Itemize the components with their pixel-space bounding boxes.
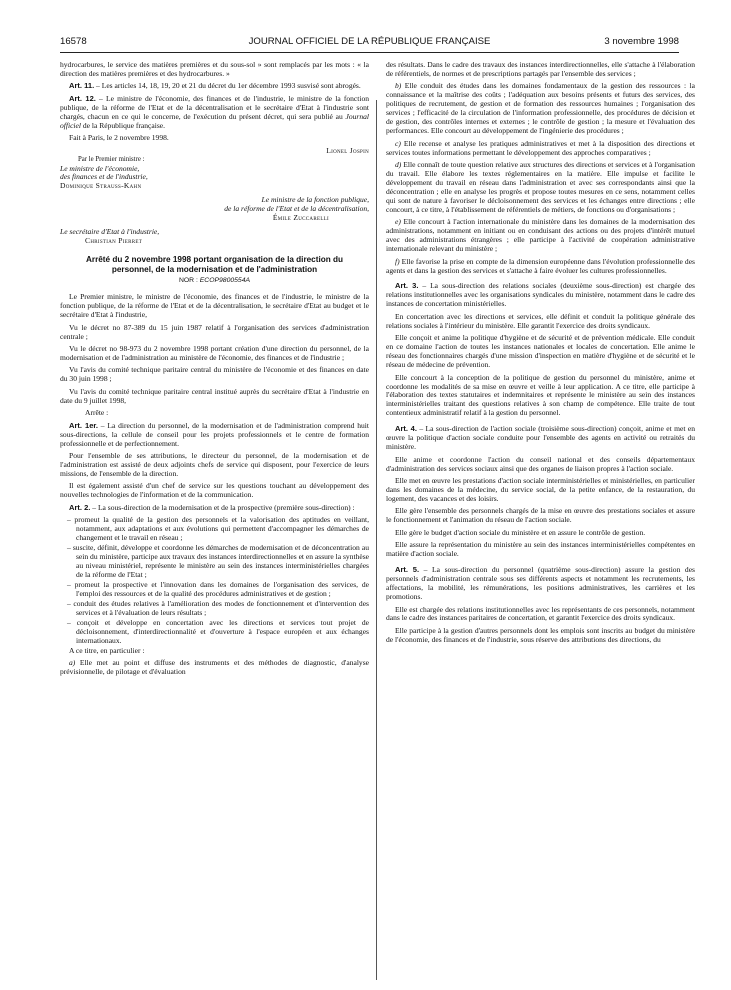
header-rule bbox=[60, 52, 679, 53]
item-text: Elle recense et analyse les pratiques administratives et met à la disposition des directions et services toutes informations permettant le développement des approches comparatives ; bbox=[386, 138, 695, 157]
item-f bbox=[386, 258, 695, 276]
item-d bbox=[386, 161, 695, 215]
left-column bbox=[60, 61, 369, 681]
paragraph: Il est également assisté d'un chef de service sur les questions touchant au développement des nouvelles technologies de l'information et de la communication. bbox=[60, 481, 369, 500]
item-text: Elle concourt à l'action internationale du ministère dans les domaines de la modernisation des administrations, notamment en initiant ou en conduisant des actions ou des projets d'intérêt mutuel avec des administrations étrangères ; elle participe à l'activité de coopération administrative internationale relevant du ministère ; bbox=[386, 217, 695, 254]
visa: Vu l'avis du comité technique paritaire central institué auprès du secrétaire d'Etat à l'industrie en date du 9 juillet 1998, bbox=[60, 386, 369, 405]
paragraph: Elle concourt à la conception de la politique de gestion du personnel du ministère, anime et coordonne les modalités de sa mise en œuvre et veille à leur application. A ce titre, elle participe à l'élaboration des textes statutaires et indemnitaires et représente le ministère au sein des instances interministérielles traitant des questions relatives à son champ de compétence. Elle traite de tout contentieux administratif relatif à la gestion du personnel. bbox=[386, 372, 695, 418]
item-text: Elle met au point et diffuse des instruments et des méthodes de diagnostic, d'analyse prévisionnelle, de pilotage et d'évaluation bbox=[60, 658, 369, 677]
article-3 bbox=[386, 282, 695, 309]
minister-title: Le ministre de la fonction publique, bbox=[261, 195, 369, 205]
visa: Vu le décret no 87-389 du 15 juin 1987 relatif à l'organisation des services d'administration centrale ; bbox=[60, 322, 369, 341]
item-c bbox=[386, 140, 695, 158]
signature-ind: Christian Pierret bbox=[85, 236, 143, 246]
signature-eco: Dominique Strauss-Kahn bbox=[60, 181, 142, 191]
article-text: – La sous-direction de l'action sociale (troisième sous-direction) conçoit, anime et met en œuvre la politique d'action sociale conduite pour l'ensemble des agents en activité ou retraités du ministère. bbox=[386, 424, 695, 452]
minister-title: des finances et de l'industrie, bbox=[60, 172, 148, 182]
visa: Vu l'avis du comité technique paritaire central du ministère de l'économie et des finances en date du 30 juin 1998 ; bbox=[60, 365, 369, 384]
list-item: – suscite, définit, développe et coordonne les démarches de modernisation et de déconcentration au sein du ministère, participe aux travaux des instances interdirectionnelles et en assure la synthèse au niveau ministériel, représente le ministère au sein des instances interministérielles chargées de la réforme de l'Etat ; bbox=[67, 543, 369, 580]
arrete-heading: Arrête : bbox=[85, 408, 109, 418]
article-label: Art. 11. bbox=[69, 81, 95, 91]
article-label: Art. 3. bbox=[395, 281, 419, 291]
paragraph: hydrocarbures, le service des matières premières et du sous-sol » sont remplacés par les mots : « la direction des matières premières et des hydrocarbures. » bbox=[60, 60, 369, 78]
article-label: Art. 4. bbox=[395, 424, 417, 434]
nor-reference bbox=[60, 277, 369, 286]
column-divider bbox=[376, 100, 377, 980]
paragraph: Elle anime et coordonne l'action du conseil national et des conseils départementaux d'administration des services sociaux ainsi que des organes de liaison propres à l'action sociale. bbox=[386, 454, 695, 473]
article-12 bbox=[60, 95, 369, 131]
article-text: – La sous-direction du personnel (quatrième sous-direction) assure la gestion des personnels d'administration centrale sous ses différents aspects et notamment les recrutements, les affectations, la mobilité, les rémunérations, les positions administratives, les carrières et les promotions. bbox=[386, 565, 695, 602]
article-1 bbox=[60, 422, 369, 449]
article-5 bbox=[386, 566, 695, 602]
paragraph: Pour l'ensemble de ses attributions, le directeur du personnel, de la modernisation et de l'administration est assisté de deux adjoints chefs de service qui disposent, pour l'exercice de leurs missions, de l'ensemble de la direction. bbox=[60, 451, 369, 478]
article-text: – La direction du personnel, de la modernisation et de l'administration comprend huit sous-directions, la cellule de conseil pour les projets professionnels et le centre de formation professionnelle et de perfectionnement. bbox=[60, 420, 369, 448]
minister-title: de la réforme de l'Etat et de la décentralisation, bbox=[224, 204, 369, 214]
paragraph: Elle gère le budget d'action sociale du ministère et en assure le contrôle de gestion. bbox=[395, 527, 646, 537]
item-label: d) bbox=[395, 160, 402, 170]
page-number: 16578 bbox=[60, 36, 87, 47]
article-label: Art. 2. bbox=[69, 502, 91, 512]
done-at: Fait à Paris, le 2 novembre 1998. bbox=[69, 133, 169, 143]
item-label: e) bbox=[395, 217, 401, 227]
nor-code: ECOP9800554A bbox=[199, 277, 251, 285]
item-label: b) bbox=[395, 81, 402, 91]
article-text: – Les articles 14, 18, 19, 20 et 21 du décret du 1er décembre 1993 susvisé sont abrogés. bbox=[94, 81, 361, 91]
item-b bbox=[386, 82, 695, 136]
signature-fp: Émile Zuccarelli bbox=[272, 213, 329, 223]
article-2 bbox=[60, 504, 369, 513]
paragraph: Elle conçoit et anime la politique d'hygiène et de sécurité et de prévention médicale. Elle conduit en ce domaine l'action de toutes les instances nationales et locales de concertation. Elle anime le réseau des fonctionnaires chargés d'une mission d'inspection en matière d'hygiène et de sécurité et le réseau de médecine de prévention. bbox=[386, 333, 695, 370]
article-text: – La sous-direction de la modernisation et de la prospective (première sous-direction) : bbox=[90, 502, 355, 512]
list-item: – promeut la prospective et l'innovation dans les domaines de l'organisation des services, de l'emploi des ressources et de la qualité des procédures administratives et de gestion ; bbox=[67, 579, 369, 598]
par-le-premier-ministre: Par le Premier ministre : bbox=[78, 155, 145, 163]
signature-pm: Lionel Jospin bbox=[326, 145, 369, 155]
article-text: de la République française. bbox=[80, 120, 165, 130]
article-label: Art. 12. bbox=[69, 93, 96, 103]
item-a bbox=[60, 659, 369, 677]
paragraph: Elle gère l'ensemble des personnels chargés de la mise en œuvre des prestations sociales et assure le fonctionnement et l'animation du réseau de l'action sociale. bbox=[386, 506, 695, 525]
paragraph: En concertation avec les directions et services, elle définit et conduit la politique générale des relations sociales à l'intérieur du ministère. Elle garantit l'exercice des droits syndicaux. bbox=[386, 311, 695, 330]
visa: Vu le décret no 98-973 du 2 novembre 1998 portant création d'une direction du personnel, de la modernisation et de l'administration au ministère de l'économie, des finances et de l'industrie ; bbox=[60, 344, 369, 363]
item-label: c) bbox=[395, 138, 401, 148]
right-column bbox=[386, 61, 695, 648]
item-text: Elle conduit des études dans les domaines fondamentaux de la gestion des ressources : la connaissance et la maîtrise des coûts ; l'adéquation aux besoins présents et futurs des services, des politiques de recrutement, de gestion et de formation des ressources humaines ; l'organisation des services ; l'efficacité de la circulation de l'information professionnelle, des procédures de décision et de gestion, des contrôles internes et externes ; le contrôle de gestion ; la mesure et l'évaluation des performances. Elle concourt au développement de l'ingénierie des procédures ; bbox=[386, 81, 695, 136]
article-text: – Le ministre de l'économie, des finances et de l'industrie, le ministre de la fonction publique, de la réforme de l'Etat et de la décentralisation et le secrétaire d'Etat à l'industrie sont chargés, chacun en ce qui le concerne, de l'exécution du présent décret, qui sera publié au bbox=[60, 93, 370, 121]
paragraph: Le Premier ministre, le ministre de l'économie, des finances et de l'industrie, le ministre de la fonction publique, de la réforme de l'Etat et de la décentralisation, le secrétaire d'Etat au budget et le secrétaire d'Etat à l'industrie, bbox=[60, 292, 369, 320]
article-11 bbox=[60, 82, 369, 91]
paragraph: Elle met en œuvre les prestations d'action sociale interministérielles et ministérielles, en particulier dans les domaines de la médecine, du service social, de la petite enfance, de la restauration, du logement, des vacances et des loisirs. bbox=[386, 476, 695, 503]
list-item: – conduit des études relatives à l'amélioration des modes de fonctionnement et d'intervention des services et à l'évaluation de leurs résultats ; bbox=[67, 598, 369, 617]
arrete-title: Arrêté du 2 novembre 1998 portant organisation de la direction du personnel, de la modernisation et de l'administration bbox=[85, 255, 344, 274]
paragraph: Elle participe à la gestion d'autres personnels dont les emplois sont inscrits au budget du ministère de l'économie, des finances et de l'industrie, sous réserve des attributions des directions, du bbox=[386, 625, 695, 644]
article-label: Art. 1er. bbox=[69, 420, 99, 430]
article-text: – La sous-direction des relations sociales (deuxième sous-direction) est chargée des relations institutionnelles avec les organisations syndicales du ministère, notamment dans le cadre des instances de concertation ministérielles. bbox=[386, 281, 695, 309]
issue-date: 3 novembre 1998 bbox=[604, 36, 679, 47]
article-label: Art. 5. bbox=[395, 565, 420, 575]
minister-title: Le ministre de l'économie, bbox=[60, 163, 140, 173]
journal-title: JOURNAL OFFICIEL DE LA RÉPUBLIQUE FRANÇAISE bbox=[248, 36, 491, 47]
item-text: Elle connaît de toute question relative aux structures des directions et services et à l'organisation du travail. Elle élabore les textes réglementaires en la matière. Elle impulse et facilite le développement du travail en réseau dans l'administration et avec ses correspondants ainsi que la déconcentration ; elle en analyse les progrès et propose toutes mesures en ce sens, notamment celles qui sont de nature à favoriser le décloisonnement des services et les échanges entre directions ; elle concourt, à ce titre, à l'établissement de référentiels de métiers, de fonctions ou d'organisations ; bbox=[386, 160, 695, 214]
minister-title: Le secrétaire d'Etat à l'industrie, bbox=[60, 227, 160, 237]
article-text-italic: Journal officiel bbox=[60, 111, 369, 130]
item-label: a) bbox=[69, 658, 76, 668]
list-item: – conçoit et développe en concertation avec les directions et services tout projet de décloisonnement, d'interdirectionnalité et d'ouverture à l'espace européen et aux échanges internationaux. bbox=[67, 617, 369, 645]
nor-label: NOR : bbox=[178, 277, 200, 285]
paragraph: Elle est chargée des relations institutionnelles avec les représentants de ces personnels, notamment dans le cadre des instances paritaires de concertation, et garantit l'exercice des droits syndicaux. bbox=[386, 604, 695, 623]
item-text: Elle favorise la prise en compte de la dimension européenne dans l'évolution professionnelle des agents et dans la gestion des services et s'attache à faire évoluer les cultures professionnelles. bbox=[386, 256, 695, 275]
article-4 bbox=[386, 425, 695, 452]
page-header bbox=[60, 36, 679, 50]
item-e bbox=[386, 218, 695, 254]
item-label: f) bbox=[395, 256, 400, 266]
list-item: – promeut la qualité de la gestion des personnels et la valorisation des aptitudes en veillant, notamment, aux adaptations et aux évolutions qui permettent d'accompagner les démarches de changement et le travail en réseau ; bbox=[67, 515, 369, 543]
paragraph: Elle assure la représentation du ministère au sein des instances interministérielles compétentes en matière d'action sociale. bbox=[386, 540, 695, 559]
paragraph: des résultats. Dans le cadre des travaux des instances interdirectionnelles, elle s'attache à l'élaboration de référentiels, de normes et de prescriptions partagés par l'ensemble des services ; bbox=[386, 60, 695, 78]
paragraph: A ce titre, en particulier : bbox=[69, 645, 145, 655]
